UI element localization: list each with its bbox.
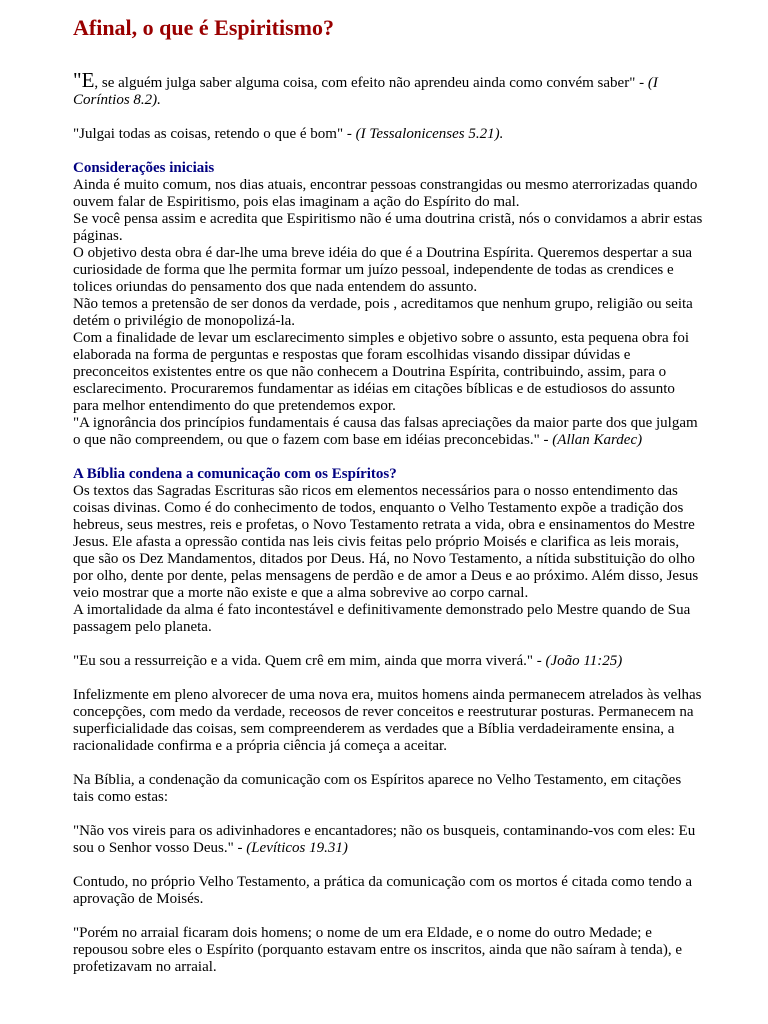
quote-john bbox=[73, 653, 703, 670]
paragraph: Se você pensa assim e acredita que Espiritismo não é uma doutrina cristã, nós o convidamos a abrir estas páginas. bbox=[73, 211, 703, 244]
quote-citation: (I Tessalonicenses 5.21). bbox=[355, 126, 504, 142]
paragraph: Contudo, no próprio Velho Testamento, a prática da comunicação com os mortos é citada como tendo a aprovação de Moisés. bbox=[73, 874, 693, 907]
document-page bbox=[73, 14, 703, 976]
paragraph: A imortalidade da alma é fato incontestável e definitivamente demonstrado pelo Mestre quando de Sua passagem pelo planeta. bbox=[73, 602, 691, 635]
spacer bbox=[73, 449, 703, 466]
quote-citation: (João 11:25) bbox=[545, 653, 623, 669]
quote-text: "Julgai todas as coisas, retendo o que é bom" - bbox=[73, 126, 356, 142]
paragraph: O objetivo desta obra é dar-lhe uma breve idéia do que é a Doutrina Espírita. Queremos despertar a sua curiosidade de forma que lhe permita formar um juízo pessoal, independente de todas as crendices e tolices oriundas do pensamento dos que nada entendem do assunto. bbox=[73, 245, 693, 295]
quote-citation: (Allan Kardec) bbox=[552, 432, 643, 448]
section-heading: A Bíblia condena a comunicação com os Espíritos? bbox=[73, 466, 397, 482]
paragraph: Ainda é muito comum, nos dias atuais, encontrar pessoas constrangidas ou mesmo aterrorizadas quando ouvem falar de Espiritismo, pois elas imaginam a ação do Espírito do mal. bbox=[73, 177, 698, 210]
epigraph-drop-letter: E bbox=[81, 68, 95, 92]
paragraph: Na Bíblia, a condenação da comunicação com os Espíritos aparece no Velho Testamento, em citações tais como estas: bbox=[73, 772, 682, 805]
paragraph: Com a finalidade de levar um esclarecimento simples e objetivo sobre o assunto, esta pequena obra foi elaborada na forma de perguntas e respostas que foram escolhidas visando dissipar dúvidas e preconceitos existentes entre os que não conhecem a Doutrina Espírita, contribuindo, assim, para o esclarecimento. Procuraremos fundamentar as idéias em citações bíblicas e de estudiosos do assunto para melhor entendimento do que pretendemos expor. bbox=[73, 330, 690, 414]
quote-leviticus bbox=[73, 823, 703, 857]
epigraph-quote bbox=[73, 68, 703, 109]
epigraph-text: , se alguém julga saber alguma coisa, com efeito não aprendeu ainda como convém saber" - bbox=[94, 75, 648, 91]
quote-text: "A ignorância dos princípios fundamentais é causa das falsas apreciações da maior parte dos que julgam o que não compreendem, ou que o fazem com base em idéias preconcebidas." - bbox=[73, 415, 698, 448]
epigraph-open-quote: " bbox=[73, 68, 82, 92]
quote-text: "Eu sou a ressurreição e a vida. Quem crê em mim, ainda que morra viverá." - bbox=[73, 653, 546, 669]
paragraph: Não temos a pretensão de ser donos da verdade, pois , acreditamos que nenhum grupo, religião ou seita detém o privilégio de monopolizá-la. bbox=[73, 296, 693, 329]
section-heading: Considerações iniciais bbox=[73, 160, 215, 176]
quote-thessalonians bbox=[73, 126, 703, 143]
spacer bbox=[73, 143, 703, 160]
paragraph: Os textos das Sagradas Escrituras são ricos em elementos necessários para o nosso entendimento das coisas divinas. Como é do conhecimento de todos, enquanto o Velho Testamento expõe a tradição dos hebreus, seus mestres, reis e profetas, o Novo Testamento retrata a vida, obra e ensinamentos do Mestre Jesus. Ele afasta a opressão contida nas leis civis feitas pelo próprio Moisés e clarifica as leis morais, que são os Dez Mandamentos, ditados por Deus. Há, no Novo Testamento, a nítida substituição do olho por olho, dente por dente, pelas mensagens de perdão e de amor a Deus e ao próximo. Além disso, Jesus veio mostrar que a morte não existe e que a alma sobrevive ao corpo carnal. bbox=[73, 483, 699, 601]
quote-text: "Não vos vireis para os adivinhadores e encantadores; não os busqueis, contaminando-vos com eles: Eu sou o Senhor vosso Deus." - bbox=[73, 823, 696, 856]
section-considerations bbox=[73, 160, 703, 449]
paragraph: Infelizmente em pleno alvorecer de uma nova era, muitos homens ainda permanecem atrelados às velhas concepções, com medo da verdade, receosos de rever conceitos e reestruturar posturas. Permanecem na superficialidade das coisas, sem compreenderem as verdades que a Bíblia verdadeiramente ensina, a racionalidade confirma e a própria ciência já começa a aceitar. bbox=[73, 687, 702, 754]
paragraph: "Porém no arraial ficaram dois homens; o nome de um era Eldade, e o nome do outro Medade; e repousou sobre eles o Espírito (porquanto estavam entre os inscritos, ainda que não saíram à tenda), e profetizavam no arraial. bbox=[73, 925, 682, 975]
section-bible bbox=[73, 466, 703, 976]
quote-citation: (Levíticos 19.31) bbox=[246, 840, 348, 856]
quote-kardec bbox=[73, 415, 703, 449]
page-title: Afinal, o que é Espiritismo? bbox=[73, 15, 334, 40]
epigraph-citation: (I Coríntios 8.2). bbox=[73, 75, 658, 108]
